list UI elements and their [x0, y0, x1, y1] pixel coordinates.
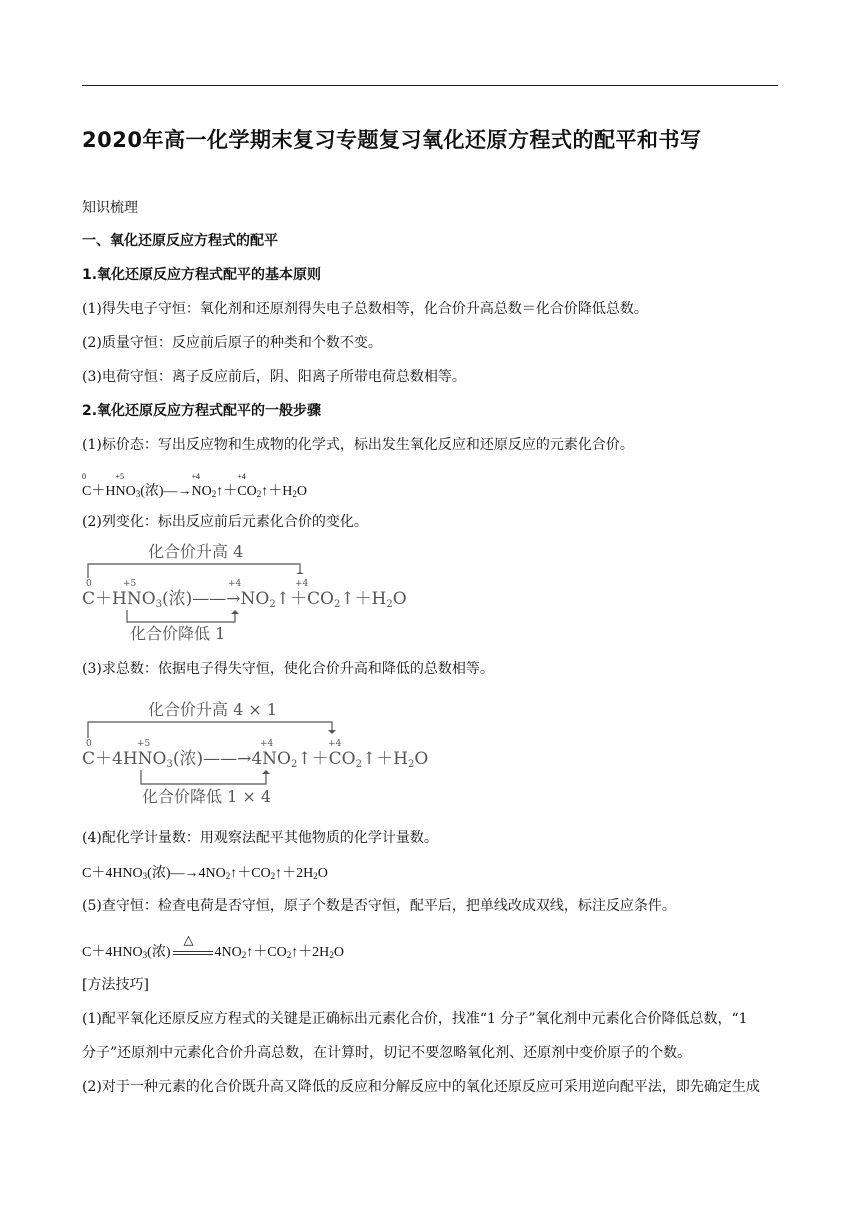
- method-1b: 分子”还原剂中元素化合价升高总数，在计算时，切记不要忽略氧化剂、还原剂中变价原子的个数。: [82, 1045, 692, 1061]
- diagram1-decrease-bracket: [127, 610, 235, 622]
- diagram2-bottom-label: 化合价降低 1 × 4: [142, 787, 272, 806]
- valence-change-diagram: [82, 538, 412, 648]
- valence-total-diagram: [82, 698, 452, 810]
- method-2a: (2)对于一种元素的化合价既升高又降低的反应和分解反应中的氧化还原反应可采用逆向配平法，即先确定生成: [82, 1079, 760, 1095]
- diagram1-increase-bracket: [88, 564, 300, 578]
- heading-balancing: 一、氧化还原反应方程式的配平: [82, 233, 278, 249]
- principle-charge: (3)电荷守恒：离子反应前后，阴、阳离子所带电荷总数相等。: [82, 369, 466, 385]
- diagram2-ox-no2: +4: [260, 739, 274, 749]
- document-title: 2020年高一化学期末复习专题复习氧化还原方程式的配平和书写: [82, 128, 702, 152]
- double-line-arrow: [171, 931, 215, 960]
- diagram2-decrease-bracket: [141, 770, 266, 784]
- diagram2-ox-n: +5: [137, 739, 151, 749]
- diagram1-ox-n: +5: [123, 579, 137, 589]
- subheading-steps: 2.氧化还原反应方程式配平的一般步骤: [82, 403, 322, 419]
- diagram2-equation: C＋4HNO3(浓)——→4NO2↑＋CO2↑＋H2O: [82, 749, 429, 770]
- diagram1-top-label: 化合价升高 4: [148, 542, 244, 561]
- method-1a: (1)配平氧化还原反应方程式的关键是正确标出元素化合价，找准“1 分子”氧化剂中元素化合价降低总数，“1: [82, 1011, 748, 1027]
- diagram2-top-label: 化合价升高 4 × 1: [148, 700, 278, 719]
- step-5: (5)查守恒：检查电荷是否守恒，原子个数是否守恒，配平后，把单线改成双线，标注反应条件。: [82, 898, 676, 914]
- diagram2-ox-co2: +4: [328, 739, 342, 749]
- equation-oxidation-states: 0 C＋H +5 $NO_3$(浓)—→ +4 $NO_2↑+$ +4 $CO_2↑+H_2O$: [82, 472, 307, 499]
- diagram1-ox-c: 0: [86, 579, 92, 589]
- step-4: (4)配化学计量数：用观察法配平其他物质的化学计量数。: [82, 830, 438, 846]
- diagram1-bottom-label: 化合价降低 1: [130, 624, 226, 643]
- step-3: (3)求总数：依据电子得失守恒，使化合价升高和降低的总数相等。: [82, 661, 494, 677]
- step-2: (2)列变化：标出反应前后元素化合价的变化。: [82, 514, 368, 530]
- subheading-principles: 1.氧化还原反应方程式配平的基本原则: [82, 267, 322, 283]
- section-label: 知识梳理: [82, 200, 138, 216]
- diagram2-increase-bracket: [88, 722, 332, 738]
- step-1: (1)标价态：写出反应物和生成物的化学式，标出发生氧化反应和还原反应的元素化合价。: [82, 437, 634, 453]
- principle-electron: (1)得失电子守恒：氧化剂和还原剂得失电子总数相等，化合价升高总数＝化合价降低总数。: [82, 301, 648, 317]
- header-rule: [82, 85, 778, 86]
- diagram1-ox-co2: +4: [295, 579, 309, 589]
- equation-balanced: $C+4HNO_3$(浓)$—\to 4NO_2↑+CO_2↑+2H_2O$: [82, 866, 328, 881]
- diagram1-ox-no2: +4: [228, 579, 242, 589]
- principle-mass: (2)质量守恒：反应前后原子的种类和个数不变。: [82, 335, 382, 351]
- methods-label: [方法技巧]: [82, 977, 149, 993]
- equation-final: $C+4HNO_3$(浓) △ $4NO_2↑+CO_2↑+2H_2O$: [82, 931, 344, 960]
- heat-condition: △: [183, 931, 194, 947]
- diagram2-ox-c: 0: [86, 739, 92, 749]
- diagram1-equation: C＋HNO3(浓)——→NO2↑＋CO2↑＋H2O: [82, 589, 407, 610]
